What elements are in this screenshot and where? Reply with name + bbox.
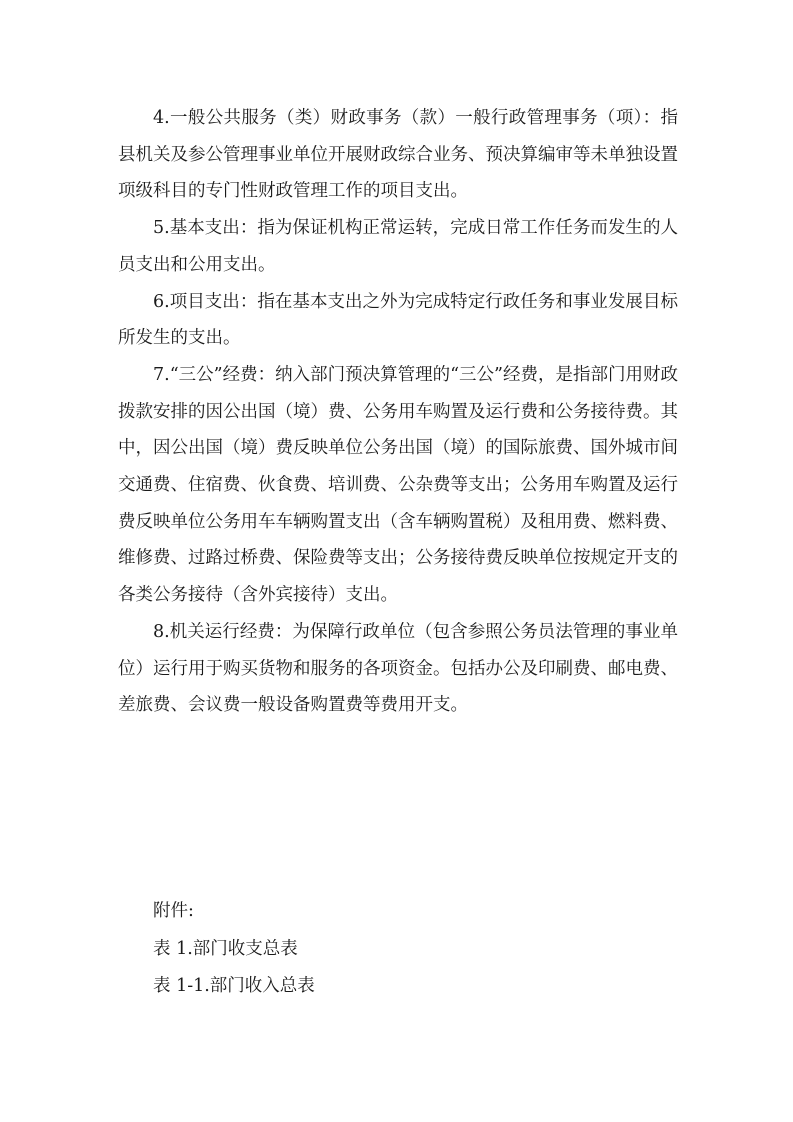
paragraph-item-5: 5.基本支出：指为保证机构正常运转，完成日常工作任务而发生的人员支出和公用支出。 [118, 218, 678, 275]
attachments-section [118, 893, 678, 1006]
document-body [118, 100, 678, 724]
paragraph-item-6: 6.项目支出：指在基本支出之外为完成特定行政任务和事业发展目标所发生的支出。 [118, 291, 678, 349]
paragraph-item-7: 7.“三公”经费：纳入部门预决算管理的“三公”经费，是指部门用财政拨款安排的因公出国（境）费、公务用车购置及运行费和公务接待费。其中，因公出国（境）费反映单位公务出国（境）的国际旅费、国外城市间交通费、住宿费、伙食费、培训费、公杂费等支出；公务用车购置及运行费反映单位公务用车车辆购置支出（含车辆购置税）及租用费、燃料费、维修费、过路过桥费、保险费等支出；公务接待费反映单位按规定开支的各类公务接待（含外宾接待）支出。 [118, 364, 678, 606]
paragraph-item-4: 4.一般公共服务（类）财政事务（款）一般行政管理事务（项）：指县机关及参公管理事业单位开展财政综合业务、预决算编审等未单独设置项级科目的专门性财政管理工作的项目支出。 [118, 108, 678, 202]
attachment-item: 表 1-1.部门收入总表 [153, 976, 315, 996]
paragraph-item-8: 8.机关运行经费：为保障行政单位（包含参照公务员法管理的事业单位）运行用于购买货物和服务的各项资金。包括办公及印刷费、邮电费、差旅费、会议费一般设备购置费等费用开支。 [118, 621, 678, 716]
attachments-heading: 附件: [153, 901, 194, 921]
attachment-item: 表 1.部门收支总表 [153, 938, 298, 959]
